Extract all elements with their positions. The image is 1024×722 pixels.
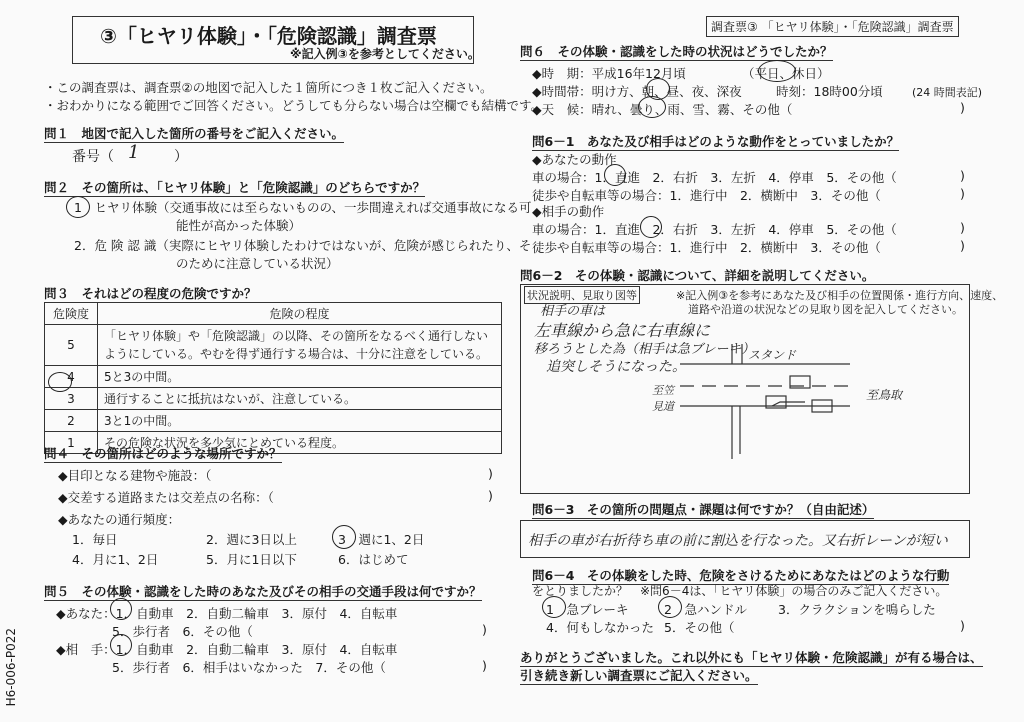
footer-line-1: ありがとうございました。これ以外にも「ヒヤリ体験・危険認識」が有る場合は、 <box>520 650 983 665</box>
q64-opt-5-close: ) <box>960 618 965 633</box>
q61-you-car-close: ) <box>960 168 965 183</box>
q5-other-2: 5．歩行者 6．相手はいなかった 7．その他（ <box>112 660 386 675</box>
page-title: ③「ヒヤリ体験」・「危険認識」調査票 <box>100 24 437 48</box>
q61-other-car-close: ) <box>960 220 965 235</box>
sketch-note-2: 道路や沿道の状況などの見取り図を記入してください。 <box>688 303 963 316</box>
q6-period: ◆時 期：平成16年12月頃 <box>532 66 686 81</box>
answer-circle <box>48 372 72 392</box>
q64-opt-4: 4．何もしなかった <box>546 620 654 635</box>
q61-you-heading: ◆あなたの動作 <box>532 152 617 167</box>
q1-title: 問１ 地図で記入した箇所の番号をご記入ください。 <box>44 126 345 141</box>
answer-circle <box>110 598 132 620</box>
q4-title: 問４ その箇所はどのような場所ですか？ <box>44 446 282 461</box>
footer-line-2: 引き続き新しい調査票にご記入ください。 <box>520 668 758 683</box>
table-row: 1 その危険な状況を多少気にとめている程度。 <box>45 432 502 454</box>
q61-other-heading: ◆相手の動作 <box>532 204 605 219</box>
answer-circle <box>758 60 796 82</box>
q64-opt-3: 3．クラクションを鳴らした <box>778 602 936 617</box>
q2-option-2: 2．危 険 認 識（実際にヒヤリ体験したわけではないが、危険が感じられたり、そ <box>74 238 532 253</box>
q6-clock: 時刻：18時00分頃 <box>776 84 883 99</box>
q61-other-walk: 徒歩や自転車等の場合：1．進行中 2．横断中 3．その他（ <box>532 240 881 255</box>
q4-freq-1: 1．毎日 <box>72 532 118 547</box>
q4-landmark: ◆目印となる建物や施設：（ <box>58 468 212 483</box>
q4-freq-5: 5．月に1日以下 <box>206 552 297 567</box>
q63-title: 問6－3 その箇所の問題点・課題は何ですか？（自由記述） <box>532 502 875 517</box>
answer-circle <box>604 164 626 186</box>
answer-circle <box>640 216 662 238</box>
q2-option-2b: のために注意している状況） <box>176 256 339 271</box>
q61-other-walk-close: ) <box>960 238 965 253</box>
q4-frequency-label: ◆あなたの通行頻度： <box>58 512 181 527</box>
q1-answer: 1 <box>128 142 140 163</box>
q6-timeband: ◆時間帯：明け方、朝、昼、夜、深夜 <box>532 84 742 99</box>
q64-title-1: 問6－4 その体験をした時、危険をさけるためにあなたはどのような行動 <box>532 568 950 583</box>
sketch-text-4: 追突しそうになった。 <box>546 359 686 375</box>
intro-line-2: ・おわかりになる範囲でご回答ください。どうしても分らない場合は空欄でも結構です。 <box>44 98 544 113</box>
q6-weather-close: ) <box>960 100 965 115</box>
sketch-box-label: 状況説明、見取り図等 <box>524 286 640 304</box>
q5-you-2: 5．歩行者 6．その他（ <box>112 624 253 639</box>
q2-option-1b: 能性が高かった体験） <box>176 218 302 233</box>
q5-title: 問５ その体験・認識をした時のあなた及びその相手の交通手段は何ですか？ <box>44 584 482 599</box>
q2-option-1: 1 ヒヤリ体験（交通事故には至らないものの、一歩間違えれば交通事故になる可 <box>74 200 532 215</box>
intro-line-1: ・この調査票は、調査票②の地図で記入した１箇所につき１枚ご記入ください。 <box>44 80 493 95</box>
q6-daytype: （平日、休日） <box>742 66 830 81</box>
table-row: 2 3と1の中間。 <box>45 410 502 432</box>
q6-title: 問６ その体験・認識をした時の状況はどうでしたか？ <box>520 44 833 59</box>
q64-opt-2: 2 急ハンドル <box>664 602 747 617</box>
title-note: ※記入例③を参考としてください。 <box>290 47 480 61</box>
answer-circle <box>638 96 666 118</box>
q62-title: 問6－2 その体験・認識について、詳細を説明してください。 <box>520 268 875 283</box>
table-row: 3 通行することに抵抗はないが、注意している。 <box>45 388 502 410</box>
q4-freq-3: 3 週に1、2日 <box>338 532 425 547</box>
map-label-stand: スタンド <box>748 348 797 362</box>
sketch-note-1: ※記入例③を参考にあなた及び相手の位置関係・進行方向、速度、 <box>676 289 1004 302</box>
q61-you-car: 車の場合：1．直進 2．右折 3．左折 4．停車 5．その他（ <box>532 170 897 185</box>
sketch-text-3: 移ろうとした為（相手は急ブレーキ） <box>534 342 755 357</box>
side-code: H6-006-P022 <box>4 628 18 707</box>
q4-landmark-close: ) <box>488 466 493 481</box>
q61-you-walk-close: ) <box>960 186 965 201</box>
header-right: 調査票③ 「ヒヤリ体験」・「危険認識」調査票 <box>706 16 959 37</box>
q64-title-2: をとりましたか？ ※問6－4は、「ヒヤリ体験」の場合のみご記入ください。 <box>532 584 948 598</box>
sketch-text-1: 相手の車は <box>540 304 606 319</box>
q4-freq-6: 6．はじめて <box>338 552 409 567</box>
q5-you: ◆あなた：1．自動車 2．自動二輪車 3．原付 4．自転車 <box>56 606 398 621</box>
q2-title: 問２ その箇所は、「ヒヤリ体験」と「危険認識」のどちらですか？ <box>44 180 426 195</box>
map-label-left: 至笠見道 <box>652 384 674 413</box>
q4-intersection: ◆交差する道路または交差点の名称：（ <box>58 490 274 505</box>
table-head-desc: 危険の程度 <box>98 303 502 325</box>
q64-opt-5: 5．その他（ <box>664 620 735 635</box>
q4-freq-2: 2．週に3日以上 <box>206 532 297 547</box>
q1-label: 番号（ <box>72 149 114 165</box>
answer-circle <box>110 634 132 656</box>
sketch-text-2: 左車線から急に右車線に <box>534 321 711 340</box>
danger-table <box>44 302 502 454</box>
q3-title: 問３ それはどの程度の危険ですか？ <box>44 286 257 301</box>
q5-you-close: ) <box>482 622 487 637</box>
map-label-right: 至鳥取 <box>866 388 903 402</box>
q61-title: 問6－1 あなた及び相手はどのような動作をとっていましたか？ <box>532 134 900 149</box>
table-head-level: 危険度 <box>45 303 98 325</box>
table-row: 4 5と3の中間。 <box>45 366 502 388</box>
q6-clock-note: (24 時間表記) <box>912 86 983 99</box>
table-row: 5 「ヒヤリ体験」や「危険認識」の以降、その箇所をなるべく通行しない ようにしている。やむを得ず通行する場合は、十分に注意をしている。 <box>45 325 502 366</box>
q4-freq-4: 4．月に1、2日 <box>72 552 159 567</box>
q5-other-close: ) <box>482 658 487 673</box>
q6-weather: ◆天 候：晴れ、曇り、雨、雪、霧、その他（ <box>532 102 793 117</box>
q61-other-car: 車の場合：1．直進 2．右折 3．左折 4．停車 5．その他（ <box>532 222 897 237</box>
q5-other: ◆相 手：1．自動車 2．自動二輪車 3．原付 4．自転車 <box>56 642 398 657</box>
q61-you-walk: 徒歩や自転車等の場合：1．進行中 2．横断中 3．その他（ <box>532 188 881 203</box>
q1-close: ） <box>174 149 188 165</box>
q64-opt-1: 1 急ブレーキ <box>546 602 629 617</box>
q4-intersection-close: ) <box>488 488 493 503</box>
q63-answer: 相手の車が右折待ち車の前に割込を行なった。又右折レーンが短い <box>528 533 948 549</box>
